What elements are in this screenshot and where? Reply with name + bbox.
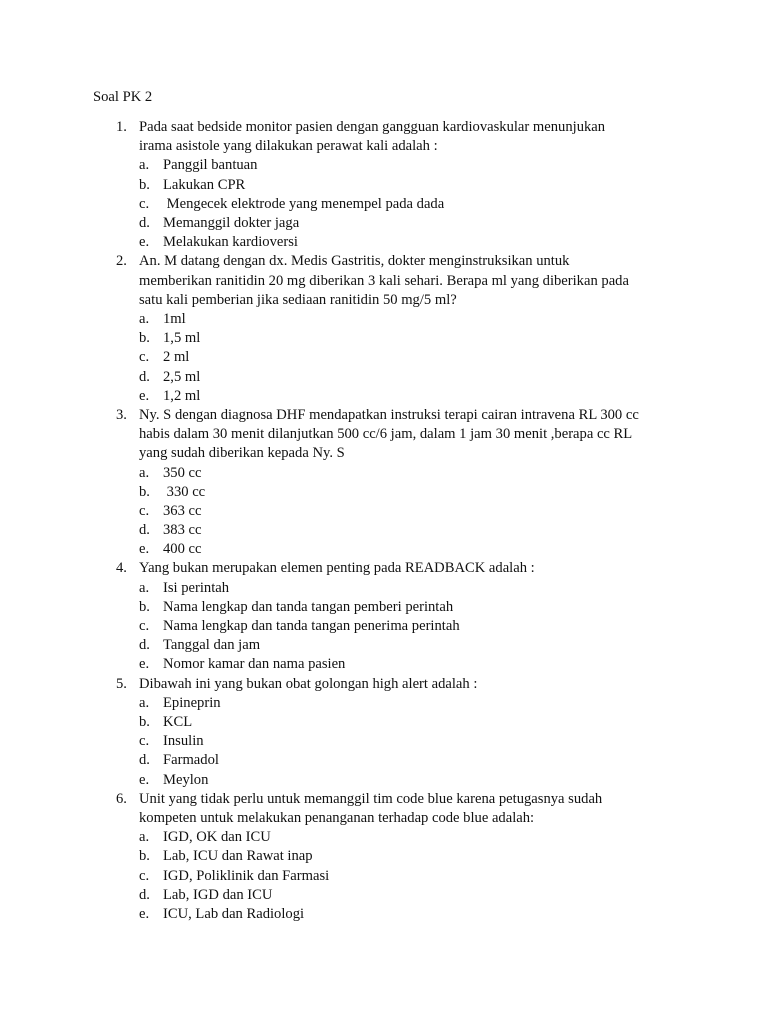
option-letter: d. — [139, 368, 150, 385]
option-c — [0, 348, 768, 367]
option-text: 1ml — [163, 310, 186, 327]
option-letter: e. — [139, 905, 150, 922]
option-b — [0, 847, 768, 866]
option-list — [0, 464, 768, 560]
option-text: Epineprin — [163, 694, 221, 711]
option-text: Insulin — [163, 733, 204, 750]
question-number: 1. — [116, 119, 127, 135]
option-a — [0, 694, 768, 713]
option-letter: e. — [139, 541, 150, 558]
option-a — [0, 464, 768, 483]
option-text: 363 cc — [163, 502, 202, 519]
option-letter: e. — [139, 387, 150, 404]
option-letter: c. — [139, 733, 150, 750]
document-title: Soal PK 2 — [93, 89, 153, 105]
option-letter: a. — [139, 157, 150, 174]
option-text: Mengecek elektrode yang menempel pada dada — [163, 195, 445, 212]
option-letter: e. — [139, 771, 150, 788]
option-text: 383 cc — [163, 522, 202, 539]
question-4 — [0, 559, 768, 674]
option-text: 2,5 ml — [163, 368, 201, 385]
option-text: Nama lengkap dan tanda tangan penerima perintah — [163, 618, 460, 635]
option-text: Lab, ICU dan Rawat inap — [163, 848, 313, 865]
option-text: 400 cc — [163, 541, 202, 558]
option-c — [0, 502, 768, 521]
option-letter: a. — [139, 310, 150, 327]
option-text: Isi perintah — [163, 579, 230, 596]
option-text: ICU, Lab dan Radiologi — [163, 905, 305, 922]
option-letter: b. — [139, 598, 150, 615]
option-text: Lakukan CPR — [163, 176, 246, 193]
option-letter: b. — [139, 483, 150, 500]
option-letter: d. — [139, 522, 150, 539]
option-e — [0, 771, 768, 790]
option-text: Memanggil dokter jaga — [163, 214, 300, 231]
option-letter: c. — [139, 618, 150, 635]
option-e — [0, 387, 768, 406]
option-text: 1,2 ml — [163, 387, 201, 404]
option-b — [0, 598, 768, 617]
option-text: Nama lengkap dan tanda tangan pemberi perintah — [163, 598, 454, 615]
option-d — [0, 636, 768, 655]
option-text: 2 ml — [163, 349, 190, 366]
option-letter: c. — [139, 349, 150, 366]
option-letter: d. — [139, 886, 150, 903]
question-text: Dibawah ini yang bukan obat golongan high alert adalah : — [139, 675, 478, 692]
option-d — [0, 886, 768, 905]
option-d — [0, 368, 768, 387]
question-number: 3. — [116, 406, 127, 423]
option-text: 330 cc — [163, 483, 206, 500]
question-text: Ny. S dengan diagnosa DHF mendapatkan instruksi terapi cairan intravena RL 300 cc habis dalam 30 menit dilanjutkan 500 cc/6 jam, dalam 1 jam 30 menit ,berapa cc RL yang sudah diberikan kepada Ny. S — [139, 406, 639, 462]
option-text: IGD, OK dan ICU — [163, 829, 271, 846]
option-text: KCL — [163, 713, 193, 730]
option-list — [0, 828, 768, 924]
option-e — [0, 540, 768, 559]
option-text: Meylon — [163, 771, 209, 788]
question-list — [0, 118, 768, 924]
option-letter: d. — [139, 752, 150, 769]
option-d — [0, 214, 768, 233]
option-letter: b. — [139, 713, 150, 730]
question-number: 6. — [116, 790, 127, 807]
option-letter: b. — [139, 848, 150, 865]
option-a — [0, 310, 768, 329]
question-text: Yang bukan merupakan elemen penting pada READBACK adalah : — [139, 560, 535, 577]
option-letter: a. — [139, 464, 150, 481]
option-b — [0, 713, 768, 732]
option-text: IGD, Poliklinik dan Farmasi — [163, 867, 330, 884]
question-number: 4. — [116, 560, 127, 577]
option-c — [0, 195, 768, 214]
option-letter: a. — [139, 829, 150, 846]
option-text: 350 cc — [163, 464, 202, 481]
option-a — [0, 156, 768, 175]
option-list — [0, 310, 768, 406]
option-text: Tanggal dan jam — [163, 637, 261, 654]
option-a — [0, 828, 768, 847]
option-e — [0, 905, 768, 924]
option-c — [0, 867, 768, 886]
option-letter: e. — [139, 234, 150, 251]
option-list — [0, 579, 768, 675]
question-6 — [0, 790, 768, 924]
option-c — [0, 617, 768, 636]
question-text: An. M datang dengan dx. Medis Gastritis, dokter menginstruksikan untuk memberikan ranitidin 20 mg diberikan 3 kali sehari. Berapa ml yang diberikan pada satu kali pemberian jika sediaan ranitidin 50 mg/5 ml? — [139, 253, 629, 308]
option-list — [0, 156, 768, 252]
option-letter: b. — [139, 330, 150, 347]
option-letter: a. — [139, 579, 150, 596]
option-letter: b. — [139, 176, 150, 193]
option-e — [0, 233, 768, 252]
option-a — [0, 579, 768, 598]
option-text: Nomor kamar dan nama pasien — [163, 656, 346, 673]
option-text: Lab, IGD dan ICU — [163, 886, 273, 903]
question-number: 2. — [116, 253, 127, 270]
option-letter: a. — [139, 694, 150, 711]
question-3 — [0, 406, 768, 560]
option-text: Panggil bantuan — [163, 157, 258, 174]
option-e — [0, 655, 768, 674]
option-b — [0, 329, 768, 348]
option-c — [0, 732, 768, 751]
option-text: 1,5 ml — [163, 330, 201, 347]
option-letter: c. — [139, 867, 150, 884]
question-1 — [0, 118, 768, 252]
option-b — [0, 483, 768, 502]
question-text: Pada saat bedside monitor pasien dengan gangguan kardiovaskular menunjukan irama asistole yang dilakukan perawat kali adalah : — [139, 119, 606, 155]
option-letter: c. — [139, 195, 150, 212]
option-d — [0, 521, 768, 540]
option-list — [0, 694, 768, 790]
question-5 — [0, 675, 768, 790]
option-letter: d. — [139, 214, 150, 231]
question-text: Unit yang tidak perlu untuk memanggil tim code blue karena petugasnya sudah kompeten untuk melakukan penanganan terhadap code blue adalah: — [139, 790, 603, 826]
option-text: Melakukan kardioversi — [163, 234, 298, 251]
option-letter: d. — [139, 637, 150, 654]
option-d — [0, 751, 768, 770]
option-text: Farmadol — [163, 752, 219, 769]
question-number: 5. — [116, 675, 127, 692]
option-letter: c. — [139, 502, 150, 519]
option-letter: e. — [139, 656, 150, 673]
option-b — [0, 176, 768, 195]
question-2 — [0, 252, 768, 406]
